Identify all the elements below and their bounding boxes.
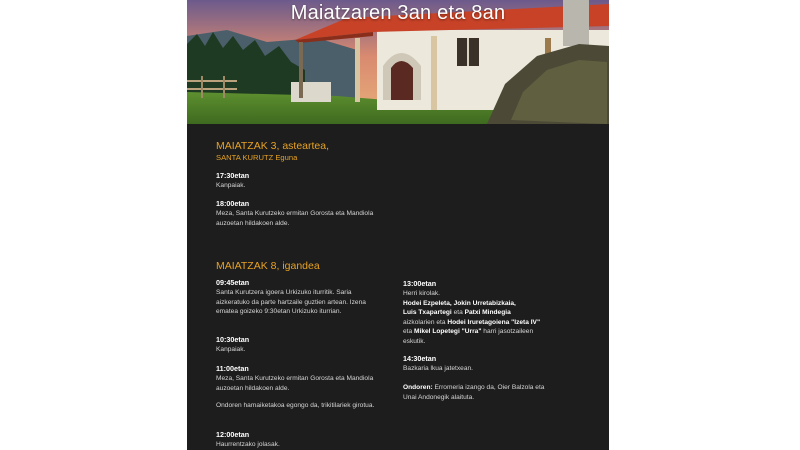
event-time: 10:30etan	[216, 335, 250, 344]
event-time: 14:30etan	[403, 354, 437, 363]
schedule	[187, 124, 609, 450]
day2-event-4	[216, 401, 386, 411]
poster-title: Maiatzaren 3an eta 8an	[290, 2, 506, 24]
day2-event-6	[403, 279, 589, 346]
day2-event-3	[216, 364, 386, 393]
athlete-names: Luis Txapartegi	[403, 309, 452, 316]
day1-event-1	[216, 171, 386, 191]
day2-event-7	[403, 354, 573, 374]
day1-heading: MAIATZAK 3, asteartea,	[216, 140, 330, 152]
event-label: Ondoren:	[403, 384, 433, 391]
desc-line: eskutik.	[403, 337, 426, 345]
event-time: 12:00etan	[216, 430, 250, 439]
desc-text: Erromeria izango da, Oier Balzola eta	[432, 384, 545, 391]
event-desc: Meza, Santa Kurutzeko ermitan Gorosta eta Mandiola auzoetan hildakoen alde.	[216, 375, 374, 392]
event-desc: Kanpaiak.	[216, 182, 246, 189]
event-poster	[187, 0, 609, 450]
event-desc: Bazkaria lkua jatetxean.	[403, 365, 474, 372]
day1-subtitle-bold: SANTA KURUTZ	[216, 153, 274, 162]
event-time: 09:45etan	[216, 278, 250, 287]
event-time: 17:30etan	[216, 171, 250, 180]
day2-event-1	[216, 278, 386, 317]
event-time: 11:00etan	[216, 364, 249, 373]
desc-line: Unai Andonegik alaituta.	[403, 393, 475, 401]
day1-event-2	[216, 199, 391, 228]
athlete-names: Hodei Ezpeleta, Jokin Urretabizkaia,	[403, 299, 516, 307]
athlete-names: Mikel Lopetegi "Urra"	[414, 328, 482, 335]
event-desc: Meza, Santa Kurutzeko ermitan Gorosta eta Mandiola auzoetan hildakoen alde.	[216, 210, 374, 227]
day2-event-5	[216, 430, 386, 450]
day2-event-8	[403, 383, 589, 402]
desc-text: eta	[403, 328, 414, 335]
day2-event-2	[216, 335, 386, 355]
event-desc	[403, 289, 589, 346]
athlete-names: Patxi Mindegia	[464, 309, 511, 316]
event-desc: Ondoren hamaiketakoa egongo da, trikitilariek girotua.	[216, 402, 375, 409]
event-time: 18:00etan	[216, 199, 250, 208]
event-desc	[403, 383, 589, 402]
athlete-names: Hodei Iruretagoiena "Izeta IV"	[447, 318, 541, 326]
chapel-photo	[187, 0, 609, 124]
event-desc: Haurrentzako jolasak.	[216, 441, 280, 448]
desc-text: aizkolarien eta	[403, 318, 448, 326]
desc-text: harri jasotzaileen	[481, 328, 534, 335]
event-desc: Kanpaiak.	[216, 346, 246, 353]
desc-line: Herri kirolak.	[403, 290, 441, 297]
event-time: 13:00etan	[403, 279, 437, 288]
day1-subtitle	[216, 153, 297, 163]
desc-text: eta	[451, 309, 465, 316]
event-desc: Santa Kurutzera igoera Urkizuko iturritik. Saria aizkeratuko da parte hartzaile guztien artean. Izena ematea goizeko 9:30etan Urkizuko iturrian.	[216, 289, 366, 315]
day1-subtitle-rest: Eguna	[273, 153, 298, 162]
day2-heading: MAIATZAK 8, igandea	[216, 260, 320, 272]
